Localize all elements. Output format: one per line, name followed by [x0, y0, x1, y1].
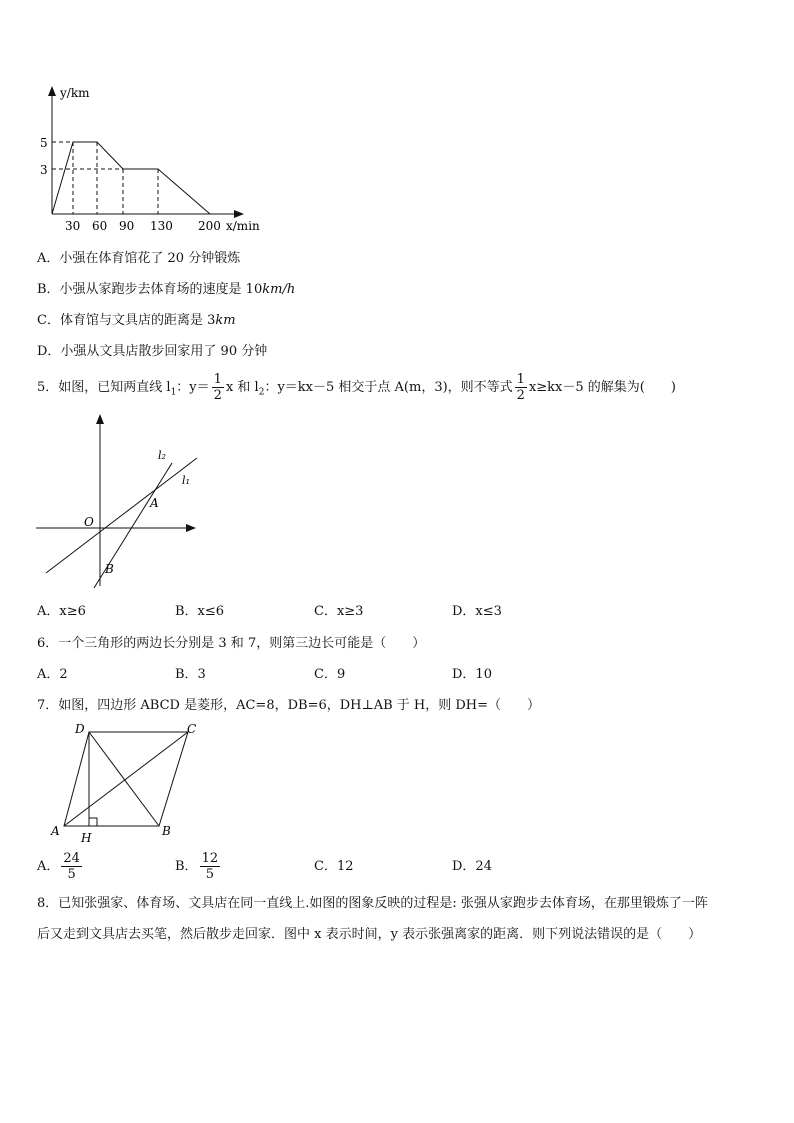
x-tick-30: 30 — [65, 219, 81, 233]
q5-fraction-1 — [212, 372, 224, 403]
q7-option-a-den: 5 — [67, 867, 76, 882]
q6-option-b: B．3 — [175, 667, 206, 682]
q5-option-d: D．x≤3 — [452, 604, 502, 619]
line-l1 — [46, 458, 197, 573]
vertex-D: D — [75, 722, 85, 736]
q6-option-a: A．2 — [37, 667, 68, 682]
q5-text-3: x 和 l — [225, 380, 259, 395]
x-axis-arrow — [234, 210, 244, 218]
dashed-guides — [52, 142, 158, 214]
q4-option-b-unit: km/h — [262, 282, 296, 297]
q7-option-b-fraction — [200, 851, 221, 882]
q4-option-c — [37, 312, 236, 330]
q4-option-b-text: B．小强从家跑步去体育场的速度是 10 — [37, 282, 263, 297]
q5-text-1: 5．如图，已知两直线 l — [37, 380, 171, 395]
q4-option-b — [37, 281, 295, 299]
q4-option-a: A．小强在体育馆花了 20 分钟锻炼 — [37, 251, 241, 266]
vertex-A: A — [51, 824, 60, 838]
q4-option-c-text: C．体育馆与文具店的距离是 3 — [37, 313, 216, 328]
x-tick-130: 130 — [150, 219, 173, 233]
label-O: O — [84, 515, 94, 529]
q5-option-b: B．x≤6 — [175, 604, 225, 619]
x-tick-200: 200 — [198, 219, 221, 233]
q5-figure — [30, 408, 210, 593]
q6-question: 6．一个三角形的两边长分别是 3 和 7，则第三边长可能是（ ） — [37, 636, 426, 651]
q6-option-c: C．9 — [314, 667, 346, 682]
q7-question: 7．如图，四边形 ABCD 是菱形，AC=8，DB=6，DH⊥AB 于 H，则 DH=（ ） — [37, 698, 541, 713]
q5-fraction-2-den: 2 — [516, 388, 525, 403]
y-tick-5: 5 — [40, 136, 48, 150]
right-angle-mark — [89, 818, 97, 826]
q5-x-arrow — [186, 524, 196, 532]
y-tick-3: 3 — [40, 163, 48, 177]
q5-fraction-2-num: 1 — [516, 372, 525, 387]
q7-option-b-num: 12 — [201, 851, 219, 866]
q7-option-a — [37, 847, 84, 887]
q7-option-a-num: 24 — [63, 851, 80, 866]
q6-option-d: D．10 — [452, 667, 492, 682]
x-tick-90: 90 — [119, 219, 135, 233]
vertex-B: B — [162, 824, 171, 838]
y-axis-arrow — [48, 86, 56, 96]
q5-y-arrow — [96, 414, 104, 424]
q7-option-a-fraction — [61, 851, 82, 882]
label-l1: l₁ — [182, 474, 190, 487]
q7-option-b-den: 5 — [205, 867, 214, 882]
q5-fraction-2 — [515, 372, 527, 403]
q5-question — [37, 370, 676, 411]
q5-sub-2: 2 — [258, 387, 265, 398]
label-B: B — [105, 562, 114, 576]
q5-sub-1: 1 — [170, 387, 177, 398]
y-axis-label: y/km — [60, 86, 90, 100]
x-tick-60: 60 — [92, 219, 108, 233]
q7-option-d: D．24 — [452, 859, 492, 874]
q5-option-a: A．x≥6 — [37, 604, 86, 619]
graph-line — [52, 142, 210, 214]
q4-option-d: D．小强从文具店散步回家用了 90 分钟 — [37, 344, 268, 359]
q7-option-a-prefix: A． — [37, 859, 60, 874]
distance-time-graph — [30, 80, 270, 240]
rhombus-figure — [45, 718, 215, 848]
q7-option-b-prefix: B． — [175, 859, 198, 874]
q5-text-4: ：y＝kx－5 相交于点 A(m，3)，则不等式 — [264, 380, 513, 395]
label-A: A — [150, 496, 159, 510]
q5-option-c: C．x≥3 — [314, 604, 364, 619]
q5-text-5: x≥kx－5 的解集为( ) — [528, 380, 676, 395]
q5-fraction-1-den: 2 — [213, 388, 222, 403]
diagonal-ac — [64, 732, 188, 826]
q7-option-c: C．12 — [314, 859, 354, 874]
q4-option-c-unit: km — [215, 313, 236, 328]
vertex-C: C — [187, 722, 197, 736]
x-axis-label: x/min — [226, 219, 260, 233]
q8-question-line-1: 8．已知张强家、体育场、文具店在同一直线上.如图的图象反映的过程是: 张强从家跑步去体育场，在那里锻炼了一阵 — [37, 896, 708, 911]
label-l2: l₂ — [158, 449, 166, 462]
diagonal-db — [89, 732, 159, 826]
point-H: H — [81, 831, 92, 845]
q5-fraction-1-num: 1 — [213, 372, 222, 387]
q5-text-2: ：y＝ — [176, 380, 210, 395]
q8-question-line-2: 后又走到文具店去买笔，然后散步走回家．图中 x 表示时间，y 表示张强离家的距离．则下列说法错误的是（ ） — [37, 927, 702, 942]
q7-option-b — [175, 847, 222, 887]
